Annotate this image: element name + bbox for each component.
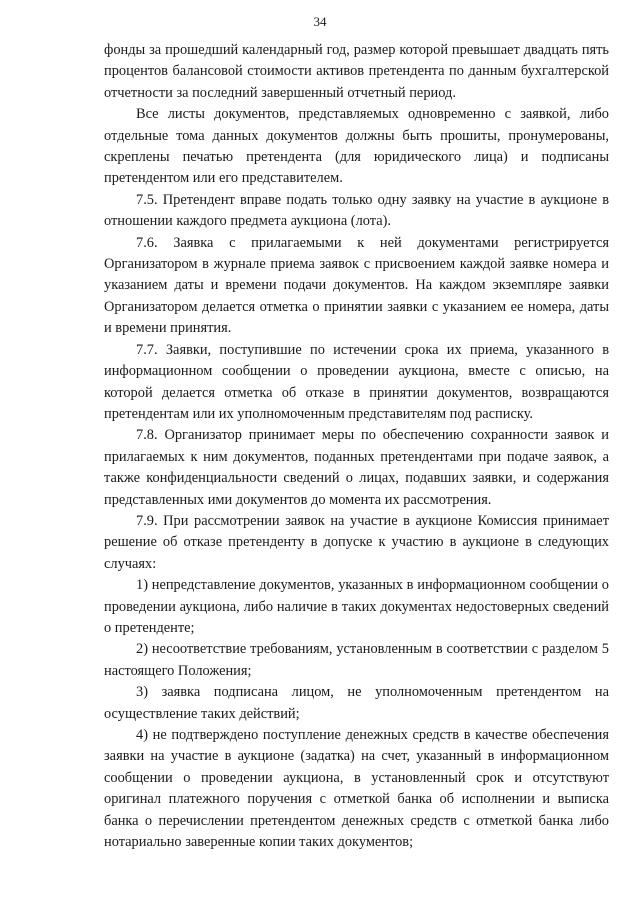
paragraph-document-sheets: Все листы документов, представляемых одновременно с заявкой, либо отдельные тома данных документов должны быть прошиты, пронумерованы, скреплены печатью претендента (для юридического лица) и подписаны претендентом или его представителем. bbox=[104, 106, 609, 187]
list-item-1: 1) непредставление документов, указанных в информационном сообщении о проведении аукциона, либо наличие в таких документах недостоверных сведений о претенденте; bbox=[104, 577, 609, 636]
list-item-2: 2) несоответствие требованиям, установленным в соответствии с разделом 5 настоящего Положения; bbox=[104, 641, 609, 679]
paragraph-7-9: 7.9. При рассмотрении заявок на участие в аукционе Комиссия принимает решение об отказе претенденту в допуске к участию в аукционе в следующих случаях: bbox=[104, 512, 609, 572]
document-body bbox=[104, 40, 609, 853]
paragraph-continuation: фонды за прошедший календарный год, размер которой превышает двадцать пять процентов балансовой стоимости активов претендента по данным бухгалтерской отчетности за последний завершенный отчетный период. bbox=[104, 42, 609, 101]
list-item-4: 4) не подтверждено поступление денежных средств в качестве обеспечения заявки на участие в аукционе (задатка) на счет, указанный в информационном сообщении о проведении аукциона, в установленный срок и отсутствуют оригинал платежного поручения с отметкой банка об исполнении и выписка банка о перечислении претендентом денежных средств с отметкой банка либо нотариально заверенные копии таких документов; bbox=[104, 727, 609, 851]
paragraph-7-8: 7.8. Организатор принимает меры по обеспечению сохранности заявок и прилагаемых к ним документов, поданных претендентами при подаче заявок, а также конфиденциальности сведений о лицах, подавших заявки, и содержания представленных ими документов до момента их рассмотрения. bbox=[104, 427, 609, 508]
list-item-3: 3) заявка подписана лицом, не уполномоченным претендентом на осуществление таких действий; bbox=[104, 684, 609, 722]
paragraph-7-7: 7.7. Заявки, поступившие по истечении срока их приема, указанного в информационном сообщении о проведении аукциона, вместе с описью, на которой делается отметка об отказе в принятии документов, возвращаются претендентам или их уполномоченным представителям под расписку. bbox=[104, 341, 609, 422]
page-number: 34 bbox=[313, 14, 327, 29]
paragraph-7-5: 7.5. Претендент вправе подать только одну заявку на участие в аукционе в отношении каждого предмета аукциона (лота). bbox=[104, 191, 609, 230]
paragraph-7-6: 7.6. Заявка с прилагаемыми к ней документами регистрируется Организатором в журнале приема заявок с присвоением каждой заявке номера и указанием даты и времени подачи документов. На каждом экземпляре заявки Организатором делается отметка о принятии заявки с указанием ее номера, даты и времени принятия. bbox=[104, 234, 609, 337]
